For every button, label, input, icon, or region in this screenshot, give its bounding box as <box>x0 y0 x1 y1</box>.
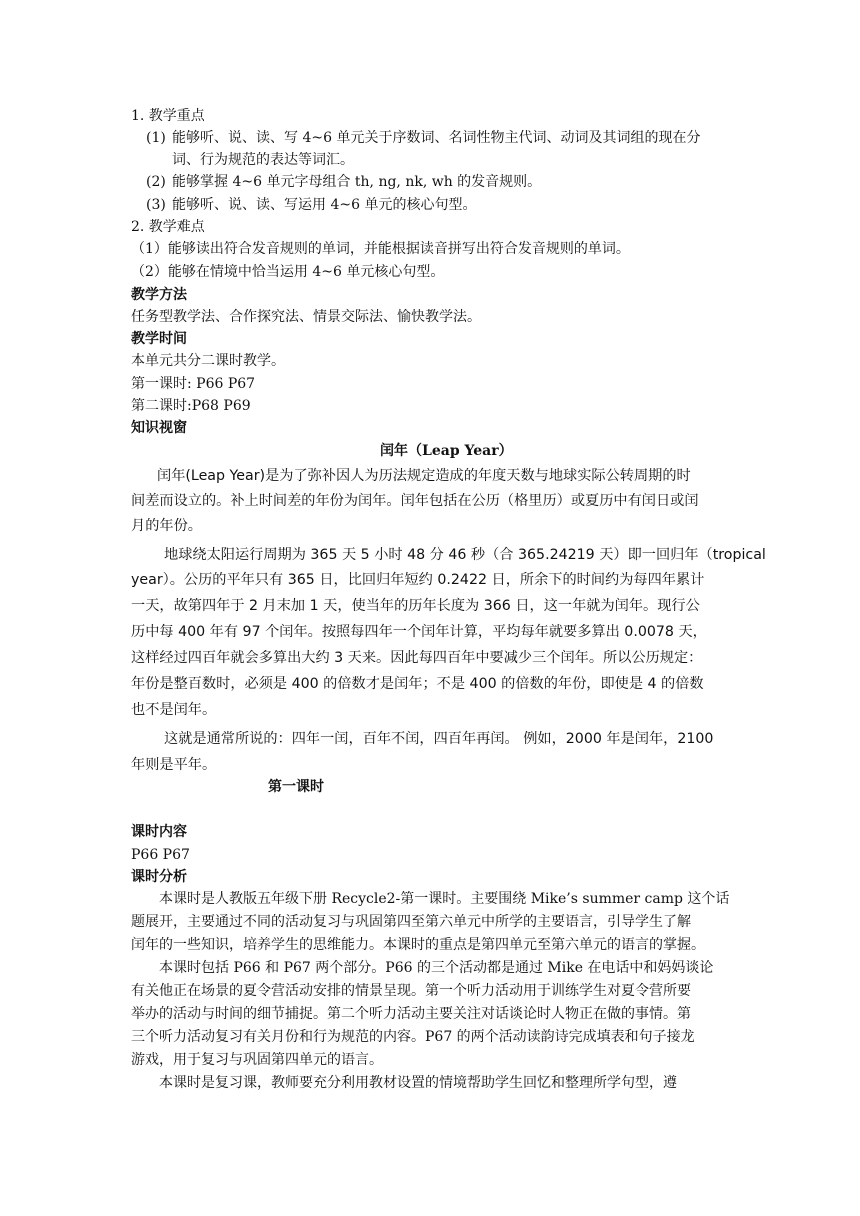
knowledge-line: 这就是通常所说的：四年一闰，百年不闰，四百年再闰。 例如，2000 年是闰年，2100 <box>164 731 714 747</box>
key-point-number: (3) <box>146 197 166 213</box>
lesson1-analysis-heading: 课时分析 <box>131 869 187 885</box>
key-point-line: 能够掌握 4~6 单元字母组合 th, ng, nk, wh 的发音规则。 <box>172 174 542 190</box>
analysis-line: 三个听力活动复习有关月份和行为规范的内容。P67 的两个活动读韵诗完成填表和句子接龙 <box>131 1029 695 1045</box>
lesson1-title: 第一课时 <box>268 779 324 795</box>
key-point-line: 能够听、说、读、写 4~6 单元关于序数词、名词性物主代词、动词及其词组的现在分 <box>172 130 701 146</box>
knowledge-line: 这样经过四百年就会多算出大约 3 天来。因此每四百年中要减少三个闰年。所以公历规定： <box>131 650 703 666</box>
difficulty-item: （2）能够在情境中恰当运用 4~6 单元核心句型。 <box>131 264 445 280</box>
analysis-line: 本课时是复习课，教师要充分利用教材设置的情境帮助学生回忆和整理所学句型，遵 <box>159 1075 677 1091</box>
knowledge-line: year）。公历的平年只有 365 日，比回归年短约 0.2422 日，所余下的时间约为每四年累计 <box>131 572 705 588</box>
difficulties-heading: 2. 教学难点 <box>131 219 205 235</box>
schedule-line: 第一课时: P66 P67 <box>131 376 256 392</box>
knowledge-line: 月的年份。 <box>131 518 202 534</box>
analysis-line: 闰年的一些知识，培养学生的思维能力。本课时的重点是第四单元至第六单元的语言的掌握。 <box>131 937 705 953</box>
schedule-line: 本单元共分二课时教学。 <box>131 353 285 369</box>
knowledge-line: 间差而设立的。补上时间差的年份为闰年。闰年包括在公历（格里历）或夏历中有闰日或闰 <box>131 493 699 509</box>
knowledge-line: 地球绕太阳运行周期为 365 天 5 小时 48 分 46 秒（合 365.24219 天）即一回归年（tropical <box>164 547 766 563</box>
schedule-line: 第二课时:P68 P69 <box>131 398 251 414</box>
key-point-number: (2) <box>146 174 166 190</box>
analysis-line: 本课时是人教版五年级下册 Recycle2-第一课时。主要围绕 Mike’s summer camp 这个话 <box>159 891 730 907</box>
knowledge-line: 年则是平年。 <box>131 757 217 773</box>
key-points-heading: 1. 教学重点 <box>131 108 205 124</box>
methods-heading: 教学方法 <box>131 287 187 303</box>
key-point-line: 词、行为规范的表达等词汇。 <box>172 152 354 168</box>
difficulty-item: （1）能够读出符合发音规则的单词，并能根据读音拼写出符合发音规则的单词。 <box>131 241 630 257</box>
methods-text: 任务型教学法、合作探究法、情景交际法、愉快教学法。 <box>131 309 481 325</box>
key-point-line: 能够听、说、读、写运用 4~6 单元的核心句型。 <box>172 197 477 213</box>
knowledge-line: 闰年(Leap Year)是为了弥补因人为历法规定造成的年度天数与地球实际公转周期的时 <box>157 468 691 484</box>
schedule-heading: 教学时间 <box>131 331 187 347</box>
knowledge-title: 闰年（Leap Year） <box>380 443 513 459</box>
key-point-number: (1) <box>146 130 166 146</box>
lesson1-content-text: P66 P67 <box>131 847 190 863</box>
analysis-line: 本课时包括 P66 和 P67 两个部分。P66 的三个活动都是通过 Mike 在电话中和妈妈谈论 <box>159 960 714 976</box>
analysis-line: 题展开，主要通过不同的活动复习与巩固第四至第六单元中所学的主要语言，引导学生了解 <box>131 914 691 930</box>
knowledge-line: 年份是整百数时，必须是 400 的倍数才是闰年；不是 400 的倍数的年份，即使是 4 的倍数 <box>131 676 704 692</box>
analysis-line: 游戏，用于复习与巩固第四单元的语言。 <box>131 1052 383 1068</box>
knowledge-heading: 知识视窗 <box>131 420 187 436</box>
knowledge-line: 历中每 400 年有 97 个闰年。按照每四年一个闰年计算，平均每年就要多算出 0.0078 天， <box>131 624 707 640</box>
analysis-line: 有关他正在场景的夏令营活动安排的情景呈现。第一个听力活动用于训练学生对夏令营所要 <box>131 983 691 999</box>
lesson1-content-heading: 课时内容 <box>131 824 187 840</box>
analysis-line: 举办的活动与时间的细节捕捉。第二个听力活动主要关注对话谈论时人物正在做的事情。第 <box>131 1006 691 1022</box>
knowledge-line: 一天，故第四年于 2 月末加 1 天，使当年的历年长度为 366 日，这一年就为闰年。现行公 <box>131 598 700 614</box>
knowledge-line: 也不是闰年。 <box>131 702 217 718</box>
